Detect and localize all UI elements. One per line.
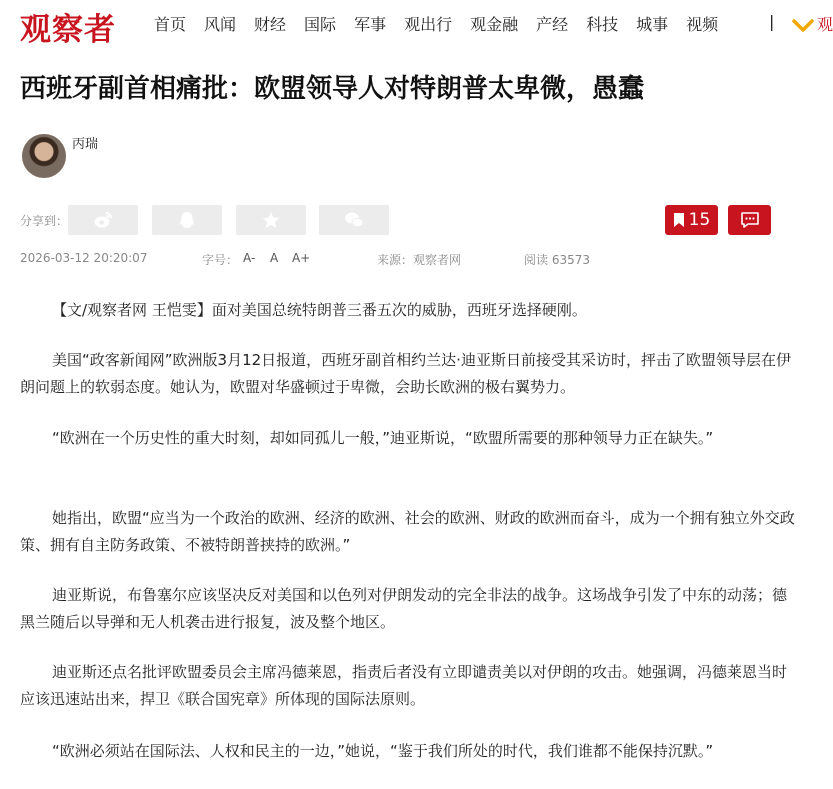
publish-date: 2026-03-12 20:20:07: [20, 251, 148, 265]
font-size-larger[interactable]: A+: [292, 251, 311, 265]
nav-item-fintech[interactable]: 观金融: [470, 15, 519, 34]
qq-icon: [177, 211, 197, 229]
comment-icon: [740, 212, 760, 228]
font-size-label: 字号：: [202, 253, 239, 267]
bookmark-button[interactable]: [665, 205, 718, 235]
article-source: 来源：观察者网: [377, 253, 462, 267]
nav-item-home[interactable]: 首页: [154, 15, 187, 34]
article-paragraph: 她指出，欧盟“应当为一个政治的欧洲、经济的欧洲、社会的欧洲、财政的欧洲而奋斗，成为一个拥有独立外交政策、拥有自主防务政策、不被特朗普挟持的欧洲。”: [20, 509, 795, 554]
site-header: [0, 0, 833, 48]
nav-item-city[interactable]: 城事: [636, 15, 669, 34]
article-paragraph: 迪亚斯说，布鲁塞尔应该坚决反对美国和以色列对伊朗发动的完全非法的战争。这场战争引发了中东的动荡；德黑兰随后以导弹和无人机袭击进行报复，波及整个地区。: [20, 586, 788, 631]
nav-item-military[interactable]: 军事: [354, 15, 387, 34]
share-weibo-button[interactable]: [68, 205, 138, 235]
share-qzone-button[interactable]: [236, 205, 306, 235]
author-name[interactable]: 丙瑞: [72, 137, 99, 152]
star-icon: [261, 211, 281, 229]
share-wechat-button[interactable]: [319, 205, 389, 235]
bookmark-icon: [673, 212, 685, 228]
author-avatar[interactable]: [22, 134, 66, 178]
bookmark-count: 15: [688, 210, 711, 230]
nav-item-video[interactable]: 视频: [686, 15, 719, 34]
main-nav: [154, 12, 736, 35]
article-paragraph: “欧洲在一个历史性的重大时刻，却如同孤儿一般，”迪亚斯说，“欧盟所需要的那种领导力正在缺失。”: [52, 429, 714, 447]
article-paragraph: 美国“政客新闻网”欧洲版3月12日报道，西班牙副首相约兰达·迪亚斯日前接受其采访时，抨击了欧盟领导层在伊朗问题上的软弱态度。她认为，欧盟对华盛顿过于卑微，会助长欧洲的极右翼势力。: [20, 351, 791, 396]
comment-button[interactable]: [728, 205, 771, 235]
share-label: 分享到：: [20, 214, 69, 228]
font-size-smaller[interactable]: A-: [243, 251, 256, 265]
article-paragraph: 迪亚斯还点名批评欧盟委员会主席冯德莱恩，指责后者没有立即谴责美以对伊朗的攻击。她强调，冯德莱恩当时应该迅速站出来，捍卫《联合国宪章》所体现的国际法原则。: [20, 663, 788, 708]
nav-item-international[interactable]: 国际: [304, 15, 337, 34]
chevron-down-icon[interactable]: [792, 14, 814, 36]
site-logo[interactable]: 观察者: [20, 12, 116, 48]
view-count: 阅读 63573: [524, 253, 590, 267]
nav-item-industry[interactable]: 产经: [536, 15, 569, 34]
article-title: 西班牙副首相痛批：欧盟领导人对特朗普太卑微，愚蠢: [20, 74, 645, 104]
weibo-icon: [93, 211, 113, 229]
nav-item-finance[interactable]: 财经: [254, 15, 287, 34]
article-paragraph: “欧洲必须站在国际法、人权和民主的一边，”她说，“鉴于我们所处的时代，我们谁都不能保持沉默。”: [52, 742, 714, 760]
nav-item-more[interactable]: 观: [817, 15, 833, 34]
nav-item-tech[interactable]: 科技: [586, 15, 619, 34]
share-qq-button[interactable]: [152, 205, 222, 235]
nav-item-travel[interactable]: 观出行: [404, 15, 453, 34]
nav-separator: |: [769, 12, 775, 31]
article-paragraph: 【文/观察者网 王恺雯】面对美国总统特朗普三番五次的威胁，西班牙选择硬刚。: [52, 301, 587, 319]
font-size-normal[interactable]: A: [270, 251, 279, 265]
wechat-icon: [344, 211, 364, 229]
nav-item-fengwen[interactable]: 风闻: [204, 15, 237, 34]
